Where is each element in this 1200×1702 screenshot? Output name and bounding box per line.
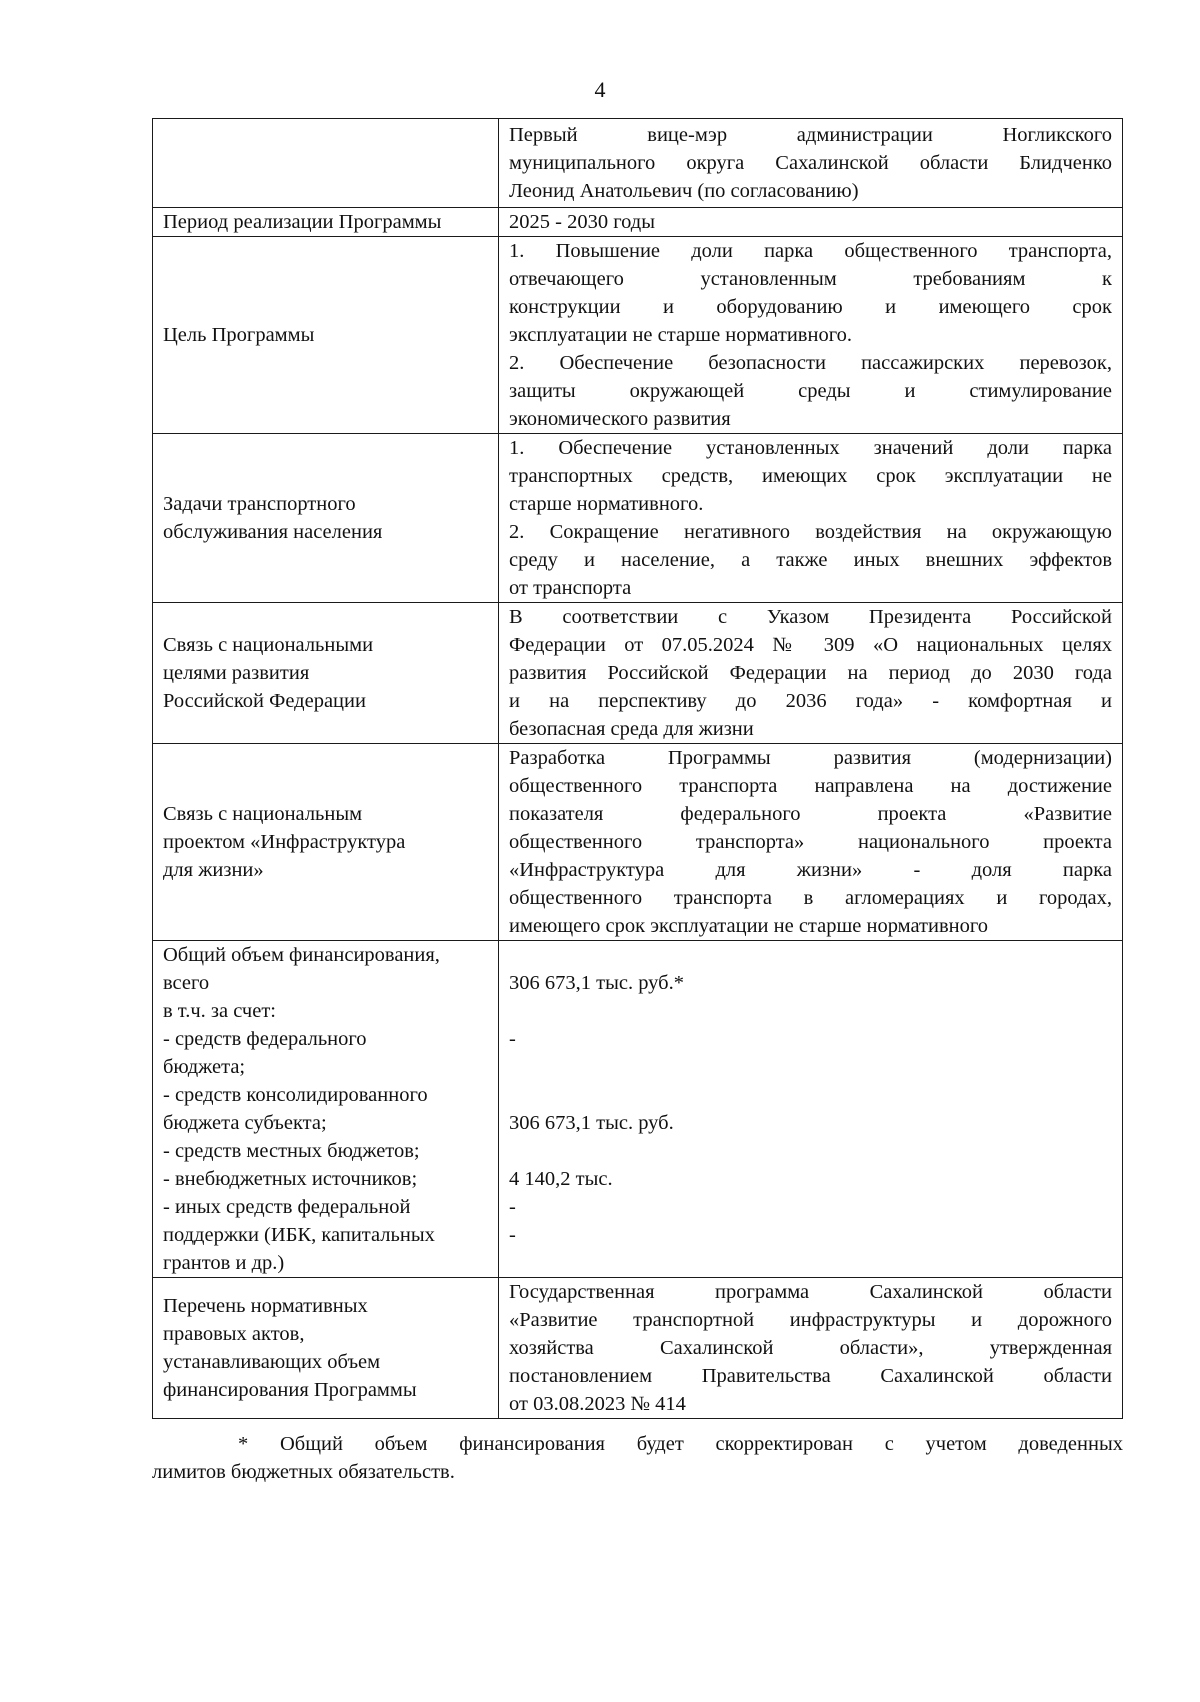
row-label-national-project bbox=[153, 744, 499, 941]
value-line: среду и население, а также иных внешних эффектов bbox=[509, 549, 1112, 571]
row-label-financing bbox=[153, 941, 499, 1278]
value-line: защиты окружающей среды и стимулирование bbox=[509, 380, 1112, 402]
label-line: правовых актов, bbox=[163, 1323, 305, 1345]
financing-value-other-federal: - bbox=[509, 1224, 516, 1246]
row-label-period bbox=[153, 208, 499, 237]
label-line: Цель Программы bbox=[163, 324, 315, 346]
value-line: В соответствии с Указом Президента Российской bbox=[509, 606, 1112, 628]
row-value-responsible bbox=[499, 119, 1123, 208]
financing-value-total: 306 673,1 тыс. руб.* bbox=[509, 972, 684, 994]
label-line: всего bbox=[163, 972, 210, 994]
footnote-line: * Общий объем финансирования будет скорректирован с учетом доведенных bbox=[238, 1433, 1123, 1455]
footnote-line: лимитов бюджетных обязательств. bbox=[152, 1461, 455, 1483]
row-label-tasks bbox=[153, 434, 499, 603]
row-label-national-goals bbox=[153, 603, 499, 744]
label-line: Связь с национальными bbox=[163, 634, 374, 656]
label-line: - средств федерального bbox=[163, 1028, 367, 1050]
value-line: «Инфраструктура для жизни» - доля парка bbox=[509, 859, 1112, 881]
value-line: Федерации от 07.05.2024 № 309 «О национальных целях bbox=[509, 634, 1112, 656]
financing-value-extrabudgetary: - bbox=[509, 1196, 516, 1218]
table-row-acts bbox=[153, 1278, 1123, 1419]
table-row bbox=[153, 603, 1123, 744]
value-line: развития Российской Федерации на период до 2030 года bbox=[509, 662, 1112, 684]
value-line: 1. Повышение доли парка общественного транспорта, bbox=[509, 240, 1112, 262]
value-line: и на перспективу до 2036 года» - комфортная и bbox=[509, 690, 1112, 712]
label-line: Связь с национальным bbox=[163, 803, 363, 825]
financing-value bbox=[509, 1053, 1112, 1081]
value-line: эксплуатации не старше нормативного. bbox=[509, 324, 852, 346]
footnote bbox=[152, 1430, 1123, 1486]
value-line: транспортных средств, имеющих срок эксплуатации не bbox=[509, 465, 1112, 487]
value-line: от транспорта bbox=[509, 577, 632, 599]
value-line: Государственная программа Сахалинской области bbox=[509, 1281, 1112, 1303]
financing-value bbox=[509, 1137, 1112, 1165]
row-value-period bbox=[499, 208, 1123, 237]
label-line: - внебюджетных источников; bbox=[163, 1168, 418, 1190]
label-line: бюджета; bbox=[163, 1056, 246, 1078]
value-line: отвечающего установленным требованиям к bbox=[509, 268, 1112, 290]
table-row-financing bbox=[153, 941, 1123, 1278]
table-row bbox=[153, 119, 1123, 208]
label-line: проектом «Инфраструктура bbox=[163, 831, 406, 853]
value-line: Разработка Программы развития (модернизации) bbox=[509, 747, 1112, 769]
row-label-acts bbox=[153, 1278, 499, 1419]
value-line: 1. Обеспечение установленных значений доли парка bbox=[509, 437, 1112, 459]
label-line: для жизни» bbox=[163, 859, 264, 881]
value-line: постановлением Правительства Сахалинской области bbox=[509, 1365, 1112, 1387]
value-line: Леонид Анатольевич (по согласованию) bbox=[509, 180, 859, 202]
value-line: Первый вице-мэр администрации Ногликского bbox=[509, 124, 1112, 146]
table-row bbox=[153, 237, 1123, 434]
label-line: в т.ч. за счет: bbox=[163, 1000, 276, 1022]
row-label-goal bbox=[153, 237, 499, 434]
value-line: экономического развития bbox=[509, 408, 731, 430]
label-line: Задачи транспортного bbox=[163, 493, 356, 515]
financing-value-consolidated: 306 673,1 тыс. руб. bbox=[509, 1112, 674, 1134]
label-line: - средств местных бюджетов; bbox=[163, 1140, 420, 1162]
table-row bbox=[153, 744, 1123, 941]
value-line: безопасная среда для жизни bbox=[509, 718, 754, 740]
value-line: общественного транспорта направлена на достижение bbox=[509, 775, 1112, 797]
row-value-national-goals bbox=[499, 603, 1123, 744]
value-line: 2. Обеспечение безопасности пассажирских перевозок, bbox=[509, 352, 1112, 374]
value-line: имеющего срок эксплуатации не старше нормативного bbox=[509, 915, 989, 937]
financing-value bbox=[509, 1249, 1112, 1277]
value-line: «Развитие транспортной инфраструктуры и дорожного bbox=[509, 1309, 1112, 1331]
label-line: Российской Федерации bbox=[163, 690, 366, 712]
value-line: от 03.08.2023 № 414 bbox=[509, 1393, 686, 1415]
label-line: бюджета субъекта; bbox=[163, 1112, 327, 1134]
value-line: старше нормативного. bbox=[509, 493, 704, 515]
table-row bbox=[153, 434, 1123, 603]
label-line: устанавливающих объем bbox=[163, 1351, 381, 1373]
table-row bbox=[153, 208, 1123, 237]
passport-table-body bbox=[153, 119, 1123, 1419]
financing-value bbox=[509, 997, 1112, 1025]
label-line: - иных средств федеральной bbox=[163, 1196, 411, 1218]
financing-value bbox=[509, 1081, 1112, 1109]
label-line: - средств консолидированного bbox=[163, 1084, 428, 1106]
row-value-financing bbox=[499, 941, 1123, 1278]
label-line: Общий объем финансирования, bbox=[163, 944, 440, 966]
financing-value-local: 4 140,2 тыс. bbox=[509, 1168, 613, 1190]
label-line: Перечень нормативных bbox=[163, 1295, 368, 1317]
value-line: общественного транспорта» национального проекта bbox=[509, 831, 1112, 853]
page-number: 4 bbox=[594, 77, 606, 102]
label-line: обслуживания населения bbox=[163, 521, 383, 543]
label-line: поддержки (ИБК, капитальных bbox=[163, 1224, 435, 1246]
value-line: хозяйства Сахалинской области», утвержденная bbox=[509, 1337, 1112, 1359]
financing-value-federal: - bbox=[509, 1028, 516, 1050]
label-line: финансирования Программы bbox=[163, 1379, 417, 1401]
financing-value bbox=[509, 941, 1112, 969]
row-value-national-project bbox=[499, 744, 1123, 941]
label-line: целями развития bbox=[163, 662, 310, 684]
label-line: грантов и др.) bbox=[163, 1252, 285, 1274]
value-line: 2. Сокращение негативного воздействия на окружающую bbox=[509, 521, 1112, 543]
value-line: муниципального округа Сахалинской области Блидченко bbox=[509, 152, 1112, 174]
row-value-acts bbox=[499, 1278, 1123, 1419]
row-value-tasks bbox=[499, 434, 1123, 603]
label-line: Период реализации Программы bbox=[163, 211, 442, 233]
row-value-goal bbox=[499, 237, 1123, 434]
row-label-empty bbox=[153, 119, 499, 208]
value-line: показателя федерального проекта «Развитие bbox=[509, 803, 1112, 825]
value-line: 2025 - 2030 годы bbox=[509, 211, 655, 233]
value-line: конструкции и оборудованию и имеющего срок bbox=[509, 296, 1112, 318]
program-passport-table bbox=[152, 118, 1123, 1419]
value-line: общественного транспорта в агломерациях и городах, bbox=[509, 887, 1112, 909]
